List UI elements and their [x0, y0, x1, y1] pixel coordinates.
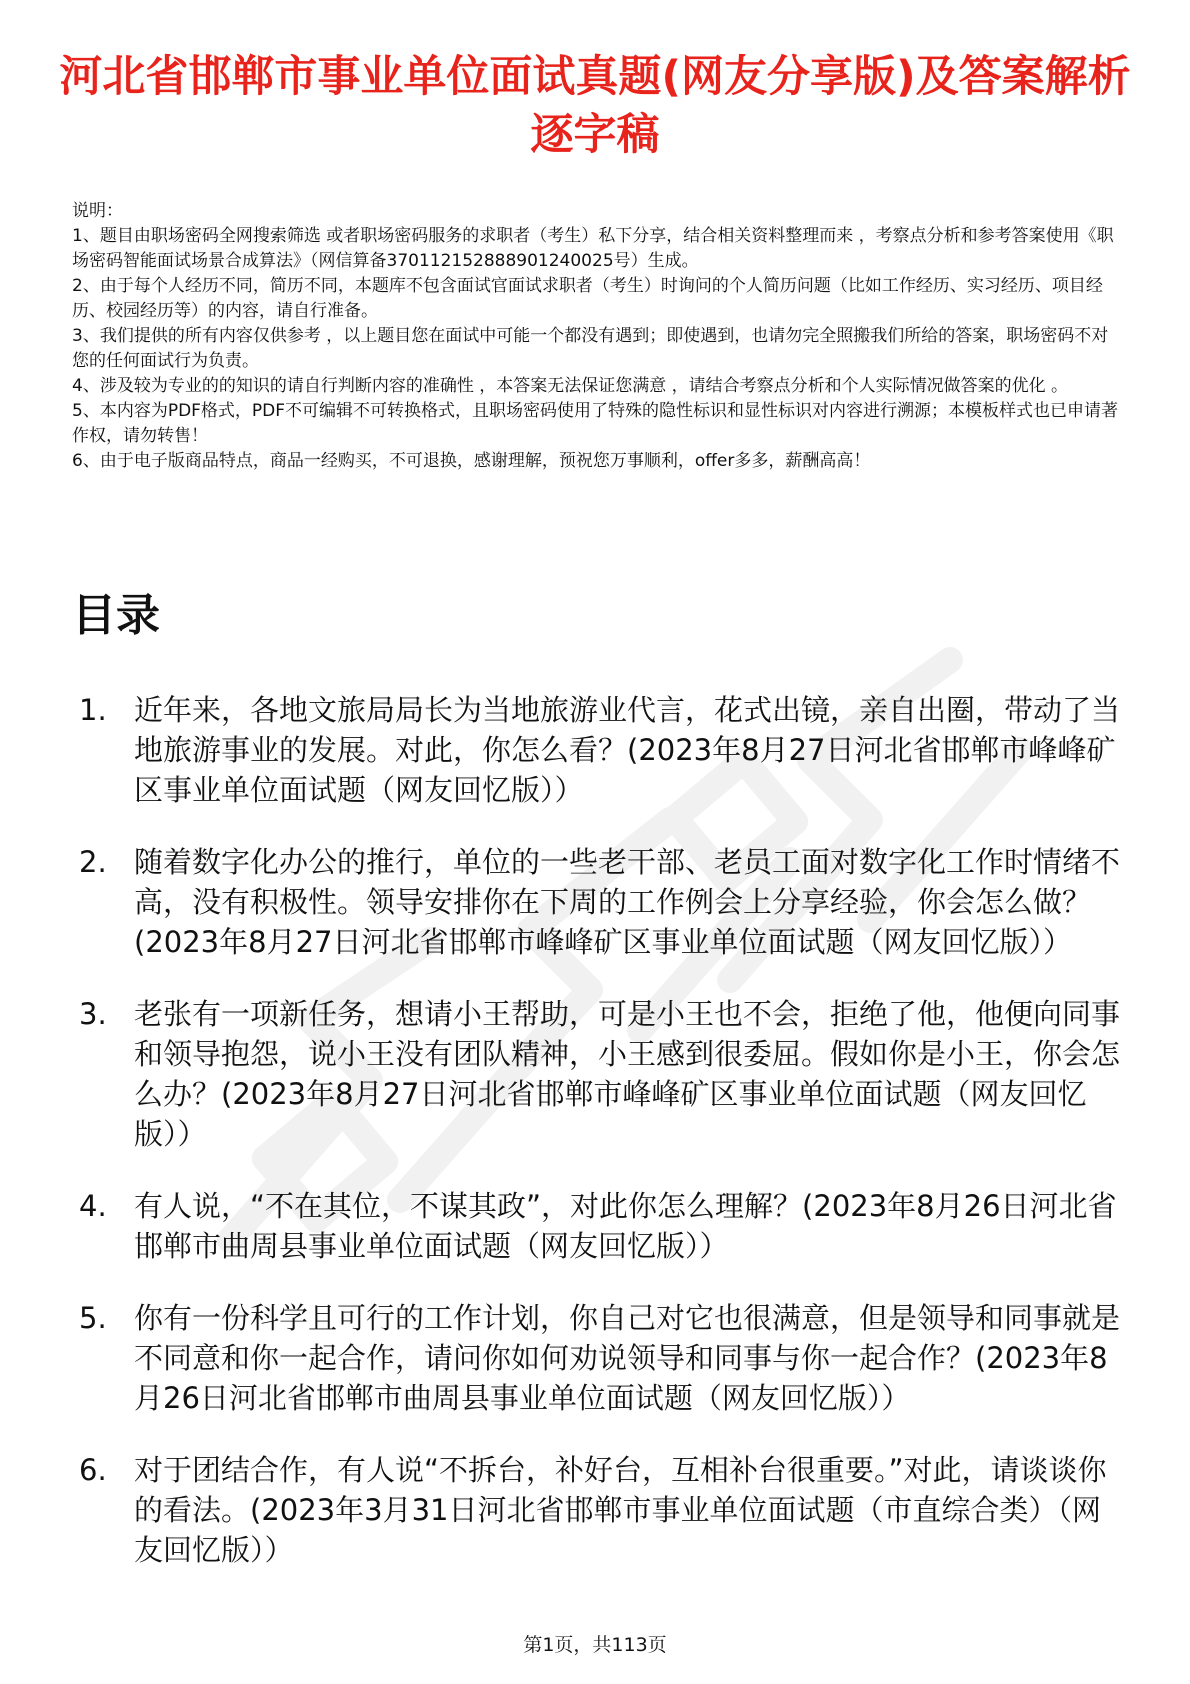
toc-item[interactable] [72, 1186, 1122, 1266]
notes-heading: 说明： [72, 201, 123, 221]
toc-list [72, 690, 1122, 1602]
notes-item: 4、涉及较为专业的的知识的请自行判断内容的准确性 ，本答案无法保证您满意 ，请结合考察点分析和个人实际情况做答案的优化 。 [72, 376, 1069, 396]
notes-item: 6、由于电子版商品特点，商品一经购买，不可退换，感谢理解，预祝您万事顺利，offer多多，薪酬高高！ [72, 451, 871, 471]
notes-item: 5、本内容为PDF格式，PDF不可编辑不可转换格式，且职场密码使用了特殊的隐性标识和显性标识对内容进行溯源；本模板样式也已申请著作权，请勿转售！ [72, 401, 1119, 446]
notes-item: 1、题目由职场密码全网搜索筛选 或者职场密码服务的求职者（考生）私下分享，结合相关资料整理而来 ，考察点分析和参考答案使用《职场密码智能面试场景合成算法》（网信算备370112152888901240025号）生成。 [72, 226, 1114, 271]
toc-item-number: 6. [79, 1453, 107, 1487]
toc-item[interactable] [72, 690, 1122, 810]
toc-item[interactable] [72, 994, 1122, 1154]
page-title: 河北省邯郸市事业单位面试真题(网友分享版)及答案解析逐字稿 [59, 52, 1131, 160]
notes-item: 2、由于每个人经历不同，简历不同，本题库不包含面试官面试求职者（考生）时询问的个人简历问题（比如工作经历、实习经历、项目经历、校园经历等）的内容，请自行准备。 [72, 276, 1103, 321]
toc-item-text[interactable]: 有人说，“不在其位，不谋其政”，对此你怎么理解？(2023年8月26日河北省邯郸市曲周县事业单位面试题（网友回忆版）） [134, 1189, 1117, 1263]
toc-item-number: 5. [79, 1301, 107, 1335]
toc-item-text[interactable]: 你有一份科学且可行的工作计划，你自己对它也很满意，但是领导和同事就是不同意和你一起合作，请问你如何劝说领导和同事与你一起合作？(2023年8月26日河北省邯郸市曲周县事业单位面试题（网友回忆版）） [134, 1301, 1121, 1415]
toc-item[interactable] [72, 1298, 1122, 1418]
toc-item-text[interactable]: 对于团结合作，有人说“不拆台，补好台，互相补台很重要。”对此，请谈谈你的看法。(2023年3月31日河北省邯郸市事业单位面试题（市直综合类）（网友回忆版）） [134, 1453, 1107, 1567]
toc-item-text[interactable]: 随着数字化办公的推行，单位的一些老干部、老员工面对数字化工作时情绪不高，没有积极性。领导安排你在下周的工作例会上分享经验，你会怎么做？(2023年8月27日河北省邯郸市峰峰矿区事业单位面试题（网友回忆版）） [134, 845, 1121, 959]
toc-item[interactable] [72, 1450, 1122, 1570]
toc-heading: 目录 [72, 590, 160, 641]
toc-item-number: 3. [79, 997, 107, 1031]
toc-item[interactable] [72, 842, 1122, 962]
toc-item-number: 2. [79, 845, 107, 879]
page-number: 第1页，共113页 [523, 1634, 667, 1656]
toc-item-number: 1. [79, 693, 107, 727]
toc-item-text[interactable]: 近年来，各地文旅局局长为当地旅游业代言，花式出镜，亲自出圈，带动了当地旅游事业的发展。对此，你怎么看？(2023年8月27日河北省邯郸市峰峰矿区事业单位面试题（网友回忆版）） [134, 693, 1121, 807]
toc-item-number: 4. [79, 1189, 107, 1223]
notes-section [72, 199, 1120, 474]
notes-item: 3、我们提供的所有内容仅供参考 ，以上题目您在面试中可能一个都没有遇到；即使遇到，也请勿完全照搬我们所给的答案，职场密码不对您的任何面试行为负责。 [72, 326, 1109, 371]
toc-item-text[interactable]: 老张有一项新任务，想请小王帮助，可是小王也不会，拒绝了他，他便向同事和领导抱怨，说小王没有团队精神，小王感到很委屈。假如你是小王，你会怎么办？(2023年8月27日河北省邯郸市峰峰矿区事业单位面试题（网友回忆版）） [134, 997, 1121, 1151]
